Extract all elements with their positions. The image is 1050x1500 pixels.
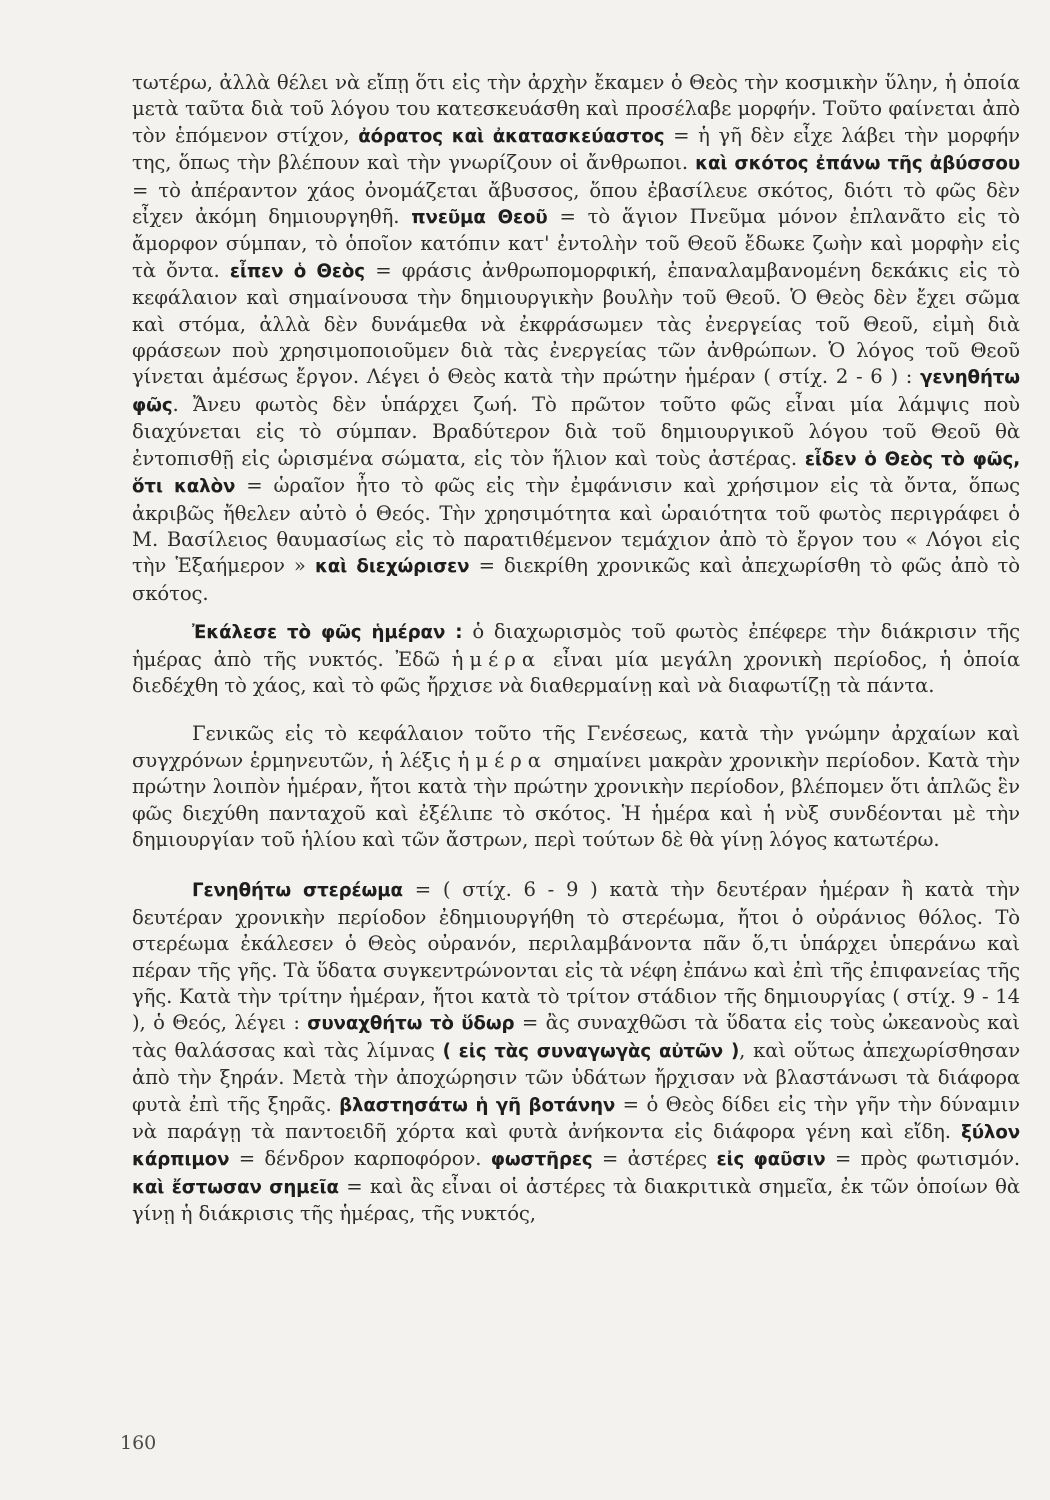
text-run: = ὡραῖον ἦτο τὸ φῶς εἰς τὴν ἐμφάνισιν καὶ χρήσιμον εἰς τὰ ὄντα, ὅπως ἀκριβῶς ἤθελεν αὐτὸ ὁ Θεός. Τὴν χρησιμότητα καὶ ὡραιότητα τοῦ φωτὸς περιγράφει ὁ Μ. Βασίλειος θαυμασίως εἰς τὸ παρατιθέμενον τεμάχιον ἀπὸ τὸ ἔργον του « Λόγοι εἰς τὴν Ἑξαήμερον »: [132, 474, 1020, 578]
paragraph: [132, 70, 1020, 607]
spaced-term: ἡμέρα: [457, 748, 547, 772]
bold-term: εἶδεν ὁ Θεὸς τὸ φῶς, ὅτι καλὸν: [132, 448, 1021, 498]
text-run: = τὸ ἅγιον Πνεῦμα μόνον ἐπλανᾶτο εἰς τὸ ἄμορφον σύμπαν, τὸ ὁποῖον κατόπιν κατ' ἐντολὴν τοῦ Θεοῦ ἔδωκε ζωὴν καὶ μορφὴν εἰς τὰ ὄντα.: [132, 205, 1021, 282]
bold-term: εἰς φαῦσιν: [716, 1149, 826, 1171]
paragraph: [132, 877, 1020, 1227]
bold-term: Γενηθήτω στερέωμα: [192, 880, 403, 902]
bold-term: εἶπεν ὁ Θεὸς: [229, 260, 365, 282]
bold-term: ξύλον κάρπιμον: [132, 1122, 1020, 1171]
text-run: σημαίνει μακρὰν χρονικὴν περίοδον. Κατὰ τὴν πρώτην λοιπὸν ἡμέραν, ἤτοι κατὰ τὴν πρώτην χρονικὴν περίοδον, βλέπομεν ὅτι ἁπλῶς ἓν φῶς διεχύθη πανταχοῦ καὶ ἐξέλιπε τὸ σκότος. Ἡ ἡμέρα καὶ ἡ νὺξ συνδέονται μὲ τὴν δημιουργίαν τοῦ ἡλίου καὶ τῶν ἄστρων, περὶ τούτων δὲ θὰ γίνῃ λόγος κατωτέρω.: [132, 748, 1021, 851]
bold-term: ἀόρατος καὶ ἀκατασκεύαστος: [358, 125, 665, 147]
bold-term: Ἐκάλεσε τὸ φῶς ἡμέραν :: [192, 622, 463, 644]
paragraph: [132, 619, 1020, 699]
paragraph: [132, 721, 1020, 853]
body-text: [132, 70, 1020, 1228]
bold-term: καὶ σκότος ἐπάνω τῆς ἀβύσσου: [695, 153, 1021, 175]
text-run: εἶναι μία μεγάλη χρονικὴ περίοδος, ἡ ὁποία διεδέχθη τὸ χάος, καὶ τὸ φῶς ἤρχισε νὰ διαθερμαίνῃ καὶ νὰ διαφωτίζῃ τὰ πάντα.: [132, 647, 1020, 697]
text-run: ὁ διαχωρισμὸς τοῦ φωτὸς ἐπέφερε τὴν διάκρισιν τῆς ἡμέρας ἀπὸ τῆς νυκτός. Ἐδῶ: [132, 620, 1021, 671]
text-run: τωτέρω, ἀλλὰ θέλει νὰ εἴπῃ ὅτι εἰς τὴν ἀρχὴν ἔκαμεν ὁ Θεὸς τὴν κοσμικὴν ὕλην, ἡ ὁποία μετὰ ταῦτα διὰ τοῦ λόγου του κατεσκευάσθη καὶ προσέλαβε μορφήν. Τοῦτο φαίνεται ἀπὸ τὸν ἑπόμενον στίχον,: [132, 71, 1020, 147]
text-run: = ἀστέρες: [592, 1147, 717, 1171]
bold-term: φωστῆρες: [490, 1149, 593, 1171]
text-run: = τὸ ἀπέραντον χάος ὀνομάζεται ἄβυσσος, ὅπου ἐβασίλευε σκότος, διότι τὸ φῶς δὲν εἶχεν ἀκόμη δημιουργηθῆ.: [132, 178, 1020, 229]
text-run: = ( στίχ. 6 - 9 ) κατὰ τὴν δευτέραν ἡμέραν ἢ κατὰ τὴν δευτέραν χρονικὴν περίοδον ἐδημιουργήθη τὸ στερέωμα, ἤτοι ὁ οὐράνιος θόλος. Τὸ στερέωμα ἐκάλεσεν ὁ Θεὸς οὐρανόν, περιλαμβάνοντα πᾶν ὅ,τι ὑπάρχει ὑπεράνω καὶ πέραν τῆς γῆς. Τὰ ὕδατα συγκεντρώνονται εἰς τὰ νέφη ἐπάνω καὶ ἐπὶ τῆς ἐπιφανείας τῆς γῆς. Κατὰ τὴν τρίτην ἡμέραν, ἤτοι κατὰ τὸ τρίτον στάδιον τῆς δημιουργίας ( στίχ. 9 - 14 ), ὁ Θεός, λέγει :: [132, 878, 1020, 1035]
text-run: = καὶ ἂς εἶναι οἱ ἀστέρες τὰ διακριτικὰ σημεῖα, ἐκ τῶν ὁποίων θὰ γίνῃ ἡ διάκρισις τῆς ἡμέρας, τῆς νυκτός,: [132, 1174, 1020, 1226]
text-run: = ἡ γῆ δὲν εἶχε λάβει τὴν μορφήν της, ὅπως τὴν βλέπουν καὶ τὴν γνωρίζουν οἱ ἄνθρωποι.: [132, 123, 1020, 175]
text-run: = φράσις ἀνθρωπομορφική, ἐπαναλαμβανομένη δεκάκις εἰς τὸ κεφάλαιον καὶ σημαίνουσα τὴν δημιουργικὴν βουλὴν τοῦ Θεοῦ. Ὁ Θεὸς δὲν ἔχει σῶμα καὶ στόμα, ἀλλὰ δὲν δυνάμεθα νὰ ἐκφράσωμεν τὰς ἐνεργείας τοῦ Θεοῦ, εἰμὴ διὰ φράσεων ποὺ χρησιμοποιοῦμεν διὰ τὰς ἐνεργείας τῶν ἀνθρώπων. Ὁ λόγος τοῦ Θεοῦ γίνεται ἀμέσως ἔργον. Λέγει ὁ Θεὸς κατὰ τὴν πρώτην ἡμέραν ( στίχ. 2 - 6 ) :: [132, 258, 1020, 389]
bold-term: βλαστησάτω ἡ γῆ βοτάνην: [339, 1094, 616, 1116]
bold-term: συναχθήτω τὸ ὕδωρ: [307, 1013, 515, 1035]
spaced-term: ἡμέρα: [451, 647, 542, 671]
bold-term: πνεῦμα Θεοῦ: [411, 207, 548, 229]
bold-term: καὶ ἔστωσαν σημεῖα: [132, 1176, 339, 1198]
text-run: = πρὸς φωτισμόν.: [825, 1147, 1021, 1171]
text-run: . Ἄνευ φωτὸς δὲν ὑπάρχει ζωή. Τὸ πρῶτον τοῦτο φῶς εἶναι μία λάμψις ποὺ διαχύνεται εἰς τὸ σύμπαν. Βραδύτερον διὰ τοῦ δημιουργικοῦ λόγου τοῦ Θεοῦ θὰ ἐντοπισθῇ εἰς ὡρισμένα σώματα, εἰς τὸν ἥλιον καὶ τοὺς ἀστέρας.: [132, 392, 1020, 470]
text-run: = δένδρον καρποφόρον.: [229, 1147, 491, 1171]
text-run: , καὶ οὕτως ἀπεχωρίσθησαν ἀπὸ τὴν ξηράν. Μετὰ τὴν ἀποχώρησιν τῶν ὑδάτων ἤρχισαν νὰ βλαστάνωσι τὰ διάφορα φυτὰ ἐπὶ τῆς ξηρᾶς.: [132, 1038, 1021, 1116]
text-run: = διεκρίθη χρονικῶς καὶ ἀπεχωρίσθη τὸ φῶς ἀπὸ τὸ σκότος.: [132, 554, 1020, 605]
text-run: = ἂς συναχθῶσι τὰ ὕδατα εἰς τοὺς ὠκεανοὺς καὶ τὰς θαλάσσας καὶ τὰς λίμνας: [132, 1011, 1021, 1062]
bold-term: καὶ διεχώρισεν: [314, 556, 470, 578]
bold-term: ( εἰς τὰς συναγωγὰς αὐτῶν ): [442, 1040, 740, 1062]
text-run: = ὁ Θεὸς δίδει εἰς τὴν γῆν τὴν δύναμιν νὰ παράγῃ τὰ παντοειδῆ χόρτα καὶ φυτὰ ἀνήκοντα εἰς διάφορα γένη καὶ εἴδη.: [132, 1092, 1020, 1144]
bold-term: γενηθήτω φῶς: [132, 367, 1020, 416]
text-run: Γενικῶς εἰς τὸ κεφάλαιον τοῦτο τῆς Γενέσεως, κατὰ τὴν γνώμην ἀρχαίων καὶ συγχρόνων ἑρμηνευτῶν, ἡ λέξις: [132, 722, 1020, 772]
page-number: 160: [120, 1432, 157, 1454]
